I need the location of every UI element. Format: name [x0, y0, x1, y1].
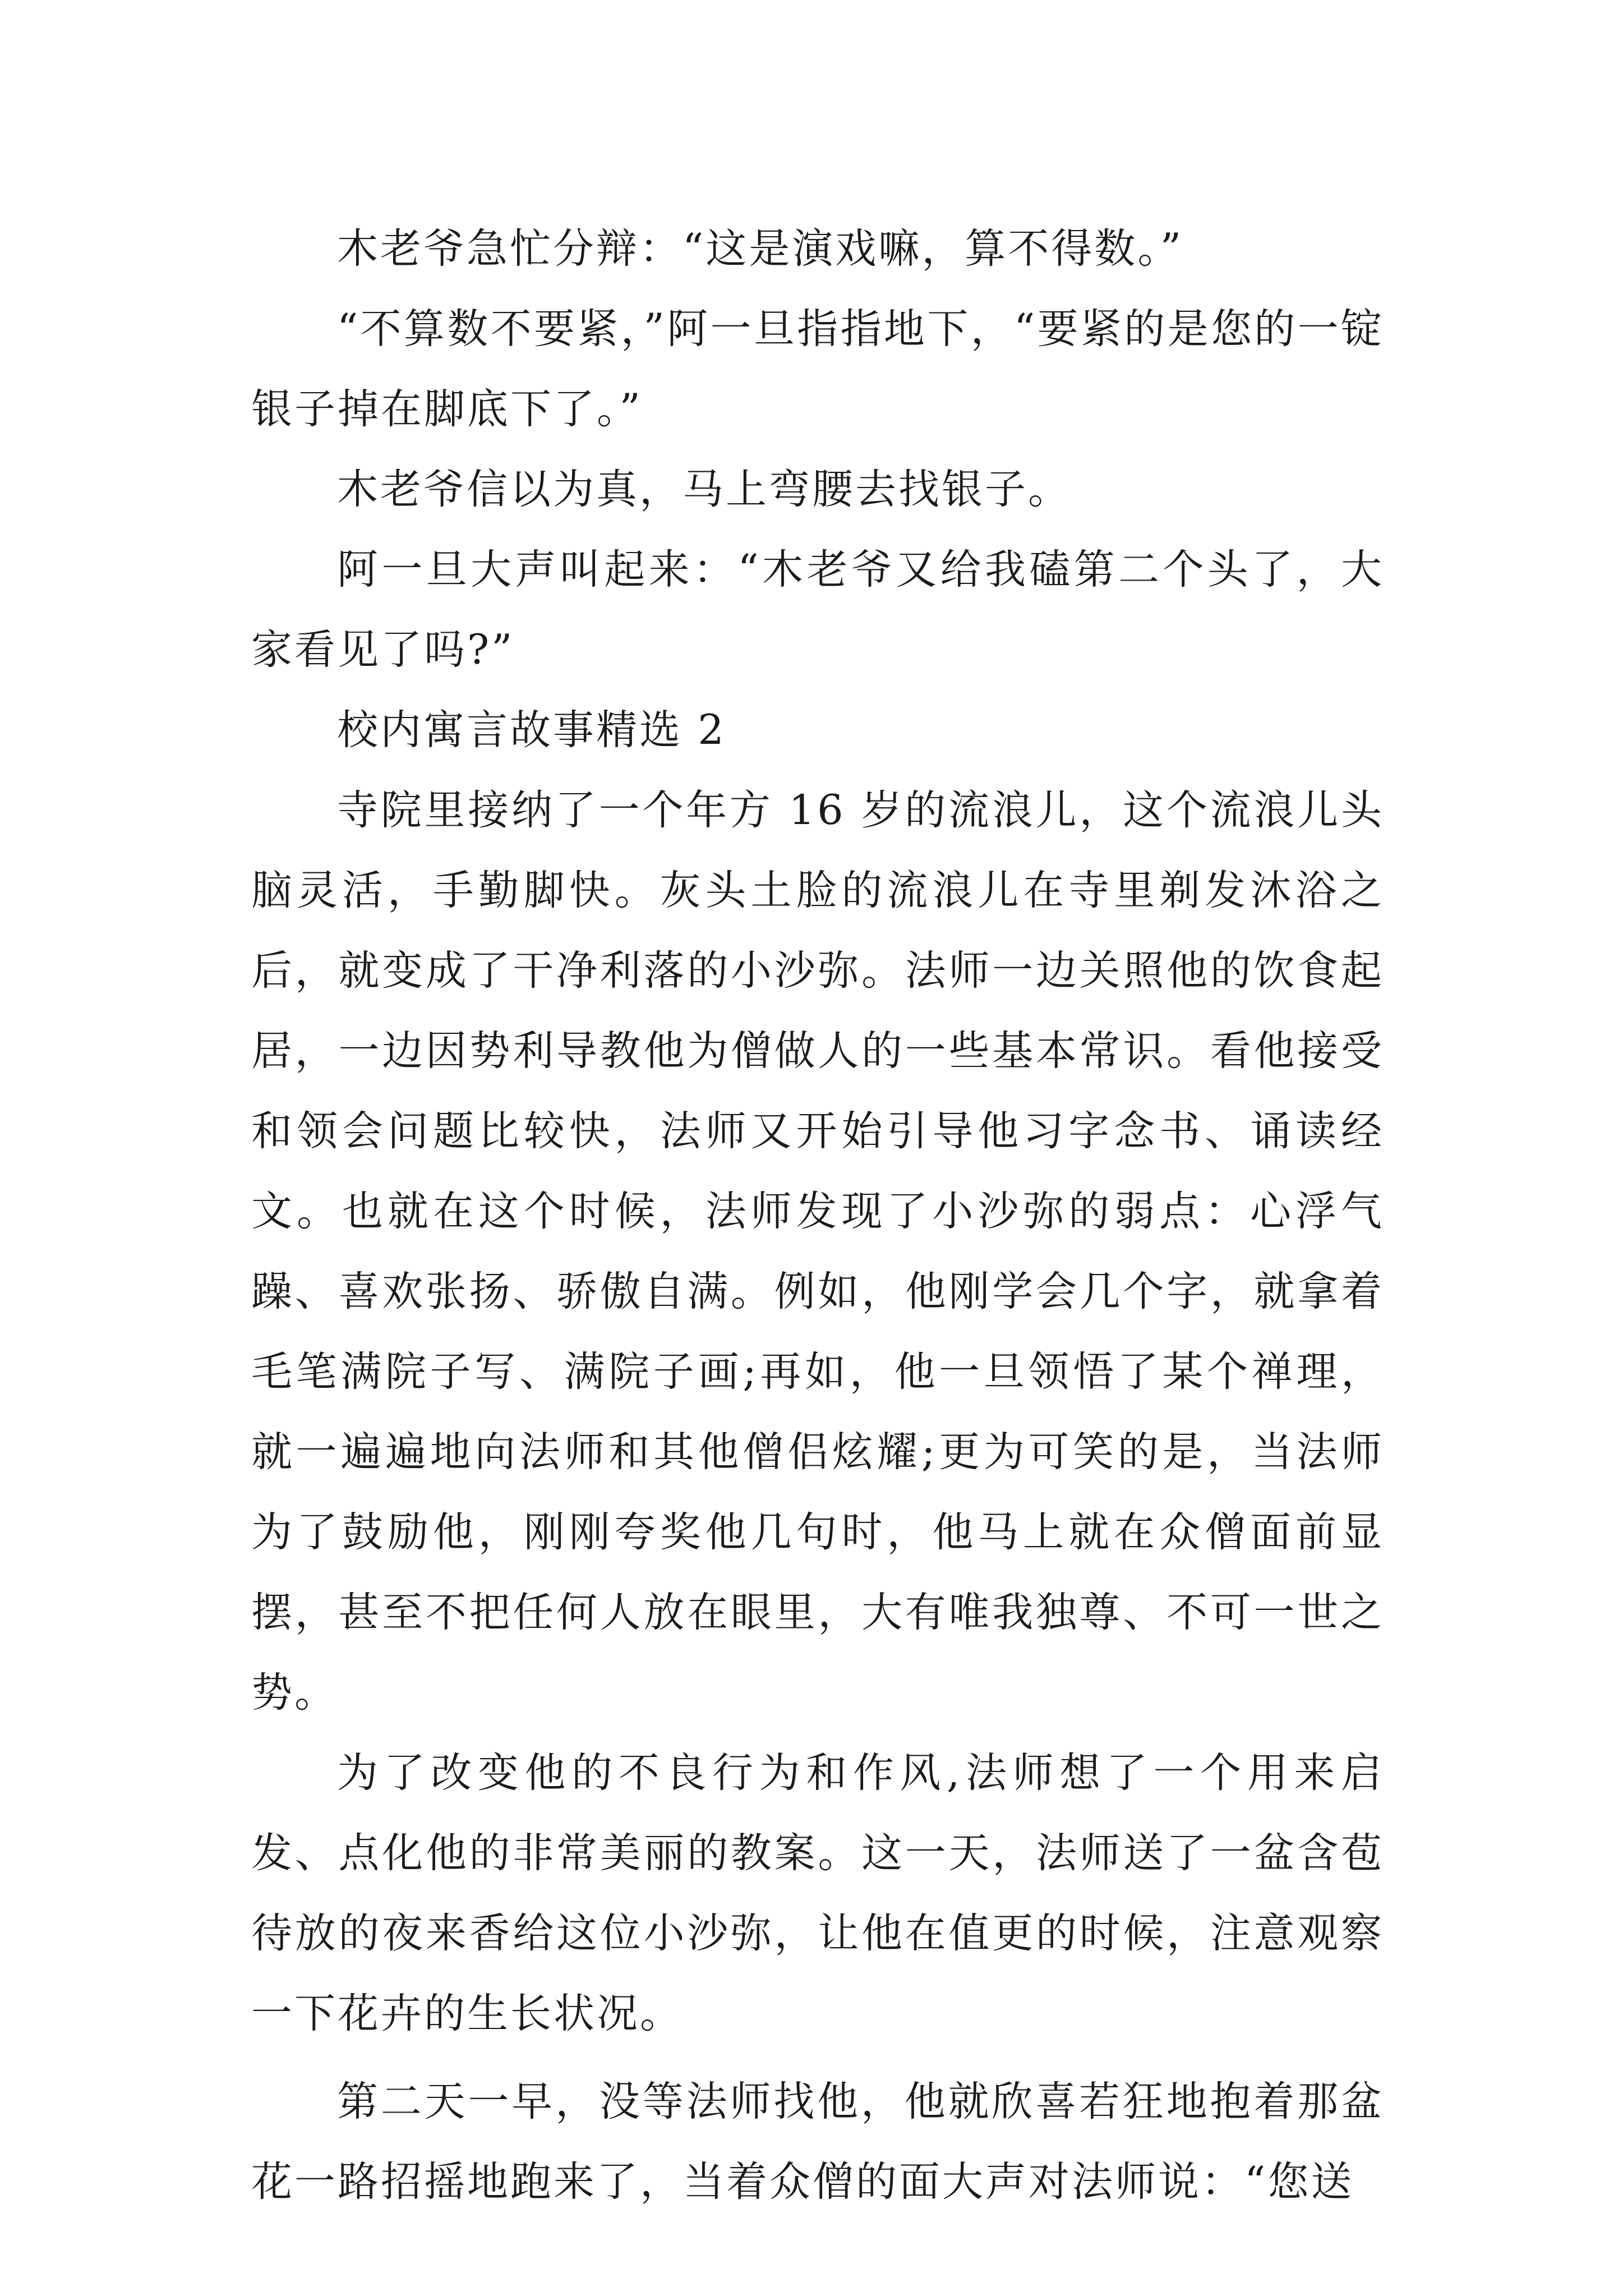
section-heading: 校内寓言故事精选 2 — [337, 706, 726, 754]
paragraph: 木老爷急忙分辩：“这是演戏嘛，算不得数。” — [337, 225, 1184, 273]
paragraph: 为了改变他的不良行为和作风,法师想了一个用来启发、点化他的非常美丽的教案。这一天，法师送了一盆含苞待放的夜来香给这位小沙弥，让他在值更的时候，注意观察一下花卉的生长状况。 — [251, 1749, 1384, 2037]
paragraph: 寺院里接纳了一个年方 16 岁的流浪儿，这个流浪儿头脑灵活，手勤脚快。灰头土脸的流浪儿在寺里剃发沐浴之后，就变成了干净利落的小沙弥。法师一边关照他的饮食起居，一边因势利导教他为僧做人的一些基本常识。看他接受和领会问题比较快，法师又开始引导他习字念书、诵读经文。也就在这个时候，法师发现了小沙弥的弱点：心浮气躁、喜欢张扬、骄傲自满。例如，他刚学会几个字，就拿着毛笔满院子写、满院子画;再如，他一旦领悟了某个禅理，就一遍遍地向法师和其他僧侣炫耀;更为可笑的是，当法师为了鼓励他，刚刚夸奖他几句时，他马上就在众僧面前显摆，甚至不把任何人放在眼里，大有唯我独尊、不可一世之势。 — [251, 786, 1384, 1717]
paragraph: 木老爷信以为真，马上弯腰去找银子。 — [337, 466, 1071, 513]
document-page — [251, 209, 1384, 2222]
paragraph: 阿一旦大声叫起来：“木老爷又给我磕第二个头了，大家看见了吗?” — [251, 546, 1384, 674]
paragraph: “不算数不要紧，”阿一旦指指地下，“要紧的是您的一锭银子掉在脚底下了。” — [251, 305, 1384, 433]
paragraph: 第二天一早，没等法师找他，他就欣喜若狂地抱着那盆花一路招摇地跑来了，当着众僧的面大声对法师说：“您送 — [251, 2078, 1384, 2206]
